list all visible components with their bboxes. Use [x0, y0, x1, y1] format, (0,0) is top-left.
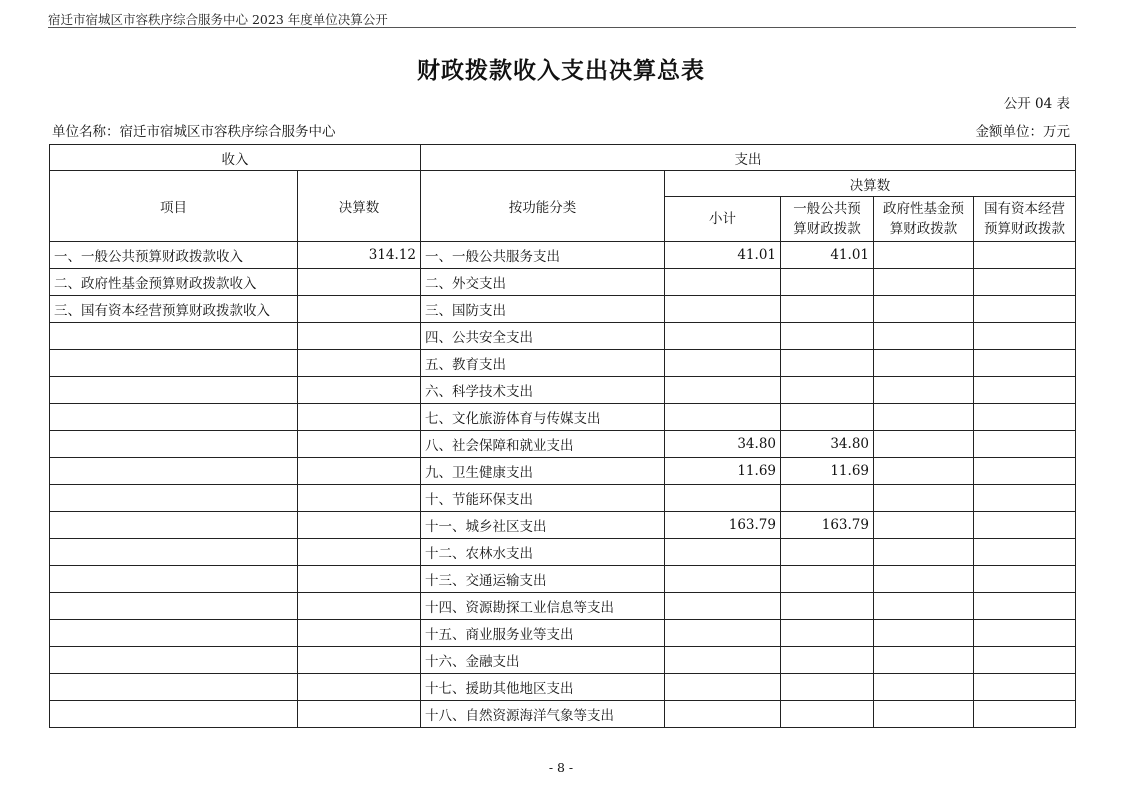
general-budget-header-line2: 算财政拨款	[793, 221, 861, 237]
table-row	[50, 242, 1076, 269]
income-amount-cell	[298, 404, 421, 431]
final-amount-header: 决算数	[665, 171, 1076, 197]
expense-item-cell: 五、教育支出	[421, 350, 665, 377]
income-amount-cell	[298, 269, 421, 296]
income-item-cell	[50, 566, 298, 593]
expense-item-cell: 十五、商业服务业等支出	[421, 620, 665, 647]
general-budget-header-line1: 一般公共预	[793, 201, 861, 217]
income-item-cell	[50, 485, 298, 512]
subtotal-cell	[665, 404, 781, 431]
soe-budget-cell	[974, 431, 1076, 458]
gov-fund-cell	[874, 620, 974, 647]
expense-item-cell: 十六、金融支出	[421, 647, 665, 674]
amount-unit: 金额单位：万元	[975, 124, 1070, 140]
unit-name: 单位名称：宿迁市宿城区市容秩序综合服务中心	[52, 124, 336, 140]
table-row	[50, 647, 1076, 674]
table-row	[50, 593, 1076, 620]
gov-fund-cell	[874, 674, 974, 701]
general-budget-cell	[781, 566, 874, 593]
expense-header: 支出	[421, 145, 1076, 171]
income-amount-cell	[298, 323, 421, 350]
income-amount-cell	[298, 674, 421, 701]
subtotal-cell	[665, 620, 781, 647]
subtotal-header: 小计	[665, 197, 781, 242]
income-item-cell	[50, 377, 298, 404]
expense-item-cell: 九、卫生健康支出	[421, 458, 665, 485]
table-row	[50, 269, 1076, 296]
general-budget-header	[781, 197, 874, 242]
income-item-cell	[50, 674, 298, 701]
soe-budget-cell	[974, 593, 1076, 620]
subtotal-cell	[665, 350, 781, 377]
gov-fund-cell	[874, 404, 974, 431]
gov-fund-header-line1: 政府性基金预	[883, 201, 964, 217]
income-item-cell: 二、政府性基金预算财政拨款收入	[50, 269, 298, 296]
table-row	[50, 485, 1076, 512]
table-row	[50, 350, 1076, 377]
subtotal-cell: 41.01	[665, 242, 781, 269]
subtotal-cell	[665, 647, 781, 674]
table-row	[50, 458, 1076, 485]
general-budget-cell: 11.69	[781, 458, 874, 485]
expense-item-cell: 十三、交通运输支出	[421, 566, 665, 593]
table-row	[50, 674, 1076, 701]
gov-fund-cell	[874, 431, 974, 458]
soe-budget-cell	[974, 269, 1076, 296]
soe-budget-cell	[974, 323, 1076, 350]
expense-item-cell: 十八、自然资源海洋气象等支出	[421, 701, 665, 728]
gov-fund-cell	[874, 377, 974, 404]
income-amount-cell	[298, 701, 421, 728]
income-item-cell	[50, 512, 298, 539]
income-item-cell	[50, 323, 298, 350]
soe-budget-cell	[974, 485, 1076, 512]
soe-budget-cell	[974, 674, 1076, 701]
subtotal-cell	[665, 566, 781, 593]
expense-item-cell: 三、国防支出	[421, 296, 665, 323]
soe-budget-cell	[974, 350, 1076, 377]
income-amount-cell	[298, 593, 421, 620]
subtotal-cell: 163.79	[665, 512, 781, 539]
soe-budget-cell	[974, 404, 1076, 431]
gov-fund-cell	[874, 296, 974, 323]
subtotal-cell	[665, 539, 781, 566]
table-row	[50, 296, 1076, 323]
income-amount-header: 决算数	[298, 171, 421, 242]
table-row	[50, 512, 1076, 539]
page-title: 财政拨款收入支出决算总表	[417, 57, 705, 84]
income-amount-cell	[298, 485, 421, 512]
table-row	[50, 620, 1076, 647]
income-amount-cell	[298, 458, 421, 485]
soe-budget-header	[974, 197, 1076, 242]
subtotal-cell	[665, 485, 781, 512]
subtotal-cell: 11.69	[665, 458, 781, 485]
gov-fund-cell	[874, 242, 974, 269]
income-amount-cell	[298, 620, 421, 647]
general-budget-cell: 41.01	[781, 242, 874, 269]
item-header: 项目	[50, 171, 298, 242]
table-row	[50, 539, 1076, 566]
income-item-cell	[50, 458, 298, 485]
general-budget-cell: 34.80	[781, 431, 874, 458]
table-row	[50, 377, 1076, 404]
expense-item-cell: 十四、资源勘探工业信息等支出	[421, 593, 665, 620]
gov-fund-cell	[874, 701, 974, 728]
general-budget-cell	[781, 674, 874, 701]
soe-budget-cell	[974, 539, 1076, 566]
income-item-cell	[50, 350, 298, 377]
general-budget-cell	[781, 593, 874, 620]
subtotal-cell	[665, 701, 781, 728]
soe-budget-cell	[974, 458, 1076, 485]
expense-item-cell: 十二、农林水支出	[421, 539, 665, 566]
expense-item-cell: 八、社会保障和就业支出	[421, 431, 665, 458]
soe-budget-header-line1: 国有资本经营	[984, 201, 1066, 217]
income-header: 收入	[50, 145, 421, 171]
soe-budget-cell	[974, 620, 1076, 647]
income-amount-cell	[298, 431, 421, 458]
soe-budget-cell	[974, 512, 1076, 539]
subtotal-cell: 34.80	[665, 431, 781, 458]
general-budget-cell	[781, 485, 874, 512]
expense-item-cell: 一、一般公共服务支出	[421, 242, 665, 269]
income-amount-cell	[298, 350, 421, 377]
header-divider	[48, 27, 1076, 28]
general-budget-cell	[781, 350, 874, 377]
income-item-cell	[50, 539, 298, 566]
header-row-1	[50, 145, 1076, 171]
gov-fund-cell	[874, 350, 974, 377]
expense-item-cell: 四、公共安全支出	[421, 323, 665, 350]
general-budget-cell	[781, 269, 874, 296]
function-class-header: 按功能分类	[421, 171, 665, 242]
subtotal-cell	[665, 674, 781, 701]
table-row	[50, 431, 1076, 458]
income-item-cell	[50, 593, 298, 620]
income-amount-cell: 314.12	[298, 242, 421, 269]
soe-budget-cell	[974, 296, 1076, 323]
finance-summary-table	[49, 144, 1076, 728]
subtotal-cell	[665, 269, 781, 296]
table-row	[50, 566, 1076, 593]
header-row-2	[50, 171, 1076, 197]
general-budget-cell	[781, 620, 874, 647]
soe-budget-cell	[974, 701, 1076, 728]
table-row	[50, 404, 1076, 431]
general-budget-cell	[781, 377, 874, 404]
soe-budget-header-line2: 预算财政拨款	[984, 221, 1066, 237]
income-amount-cell	[298, 296, 421, 323]
income-item-cell	[50, 647, 298, 674]
income-item-cell	[50, 701, 298, 728]
general-budget-cell	[781, 296, 874, 323]
expense-item-cell: 二、外交支出	[421, 269, 665, 296]
general-budget-cell	[781, 647, 874, 674]
running-header: 宿迁市宿城区市容秩序综合服务中心 2023 年度单位决算公开	[48, 12, 388, 27]
income-amount-cell	[298, 377, 421, 404]
subtotal-cell	[665, 296, 781, 323]
gov-fund-cell	[874, 512, 974, 539]
expense-item-cell: 六、科学技术支出	[421, 377, 665, 404]
gov-fund-cell	[874, 323, 974, 350]
income-amount-cell	[298, 512, 421, 539]
general-budget-cell: 163.79	[781, 512, 874, 539]
subtotal-cell	[665, 377, 781, 404]
subtotal-cell	[665, 323, 781, 350]
form-code: 公开 04 表	[1003, 96, 1070, 112]
subtotal-cell	[665, 593, 781, 620]
gov-fund-cell	[874, 647, 974, 674]
general-budget-cell	[781, 701, 874, 728]
general-budget-cell	[781, 404, 874, 431]
income-item-cell: 三、国有资本经营预算财政拨款收入	[50, 296, 298, 323]
gov-fund-header-line2: 算财政拨款	[889, 221, 958, 237]
gov-fund-cell	[874, 593, 974, 620]
table-row	[50, 701, 1076, 728]
gov-fund-cell	[874, 566, 974, 593]
expense-item-cell: 十、节能环保支出	[421, 485, 665, 512]
income-amount-cell	[298, 566, 421, 593]
gov-fund-cell	[874, 539, 974, 566]
income-item-cell	[50, 620, 298, 647]
income-amount-cell	[298, 647, 421, 674]
gov-fund-cell	[874, 269, 974, 296]
table-row	[50, 323, 1076, 350]
expense-item-cell: 十一、城乡社区支出	[421, 512, 665, 539]
income-item-cell	[50, 431, 298, 458]
gov-fund-cell	[874, 485, 974, 512]
gov-fund-cell	[874, 458, 974, 485]
soe-budget-cell	[974, 377, 1076, 404]
soe-budget-cell	[974, 647, 1076, 674]
general-budget-cell	[781, 323, 874, 350]
income-item-cell: 一、一般公共预算财政拨款收入	[50, 242, 298, 269]
soe-budget-cell	[974, 242, 1076, 269]
income-item-cell	[50, 404, 298, 431]
income-amount-cell	[298, 539, 421, 566]
soe-budget-cell	[974, 566, 1076, 593]
expense-item-cell: 十七、援助其他地区支出	[421, 674, 665, 701]
page-number: - 8 -	[548, 760, 574, 775]
gov-fund-header	[874, 197, 974, 242]
general-budget-cell	[781, 539, 874, 566]
expense-item-cell: 七、文化旅游体育与传媒支出	[421, 404, 665, 431]
